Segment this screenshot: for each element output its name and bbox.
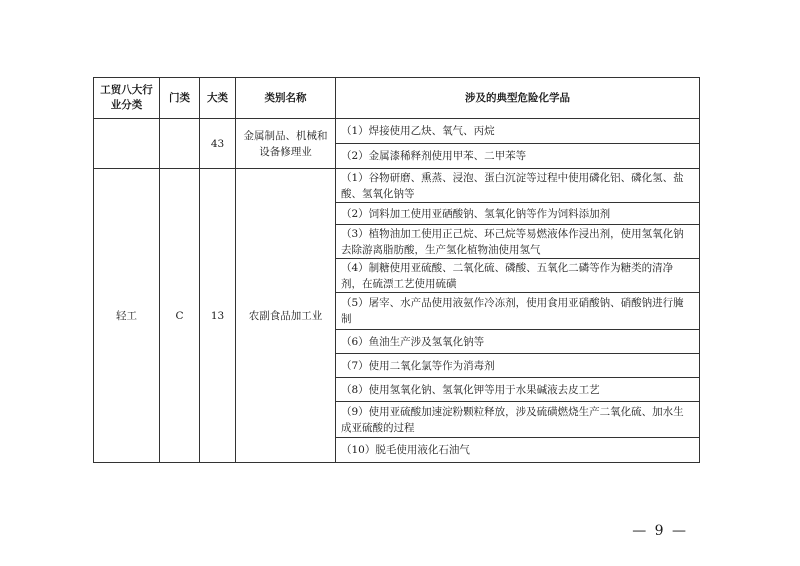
- chemical-item: （10）脱毛使用液化石油气: [336, 438, 700, 463]
- header-typical-chemicals: 涉及的典型危险化学品: [336, 78, 700, 119]
- category-name-cell: 金属制品、机械和设备修理业: [236, 119, 336, 169]
- chemical-item: （7）使用二氧化氯等作为消毒剂: [336, 354, 700, 378]
- chemical-item: （2）金属漆稀释剂使用甲苯、二甲苯等: [336, 144, 700, 169]
- door-category-cell: [160, 119, 200, 169]
- major-category-cell: 13: [200, 169, 236, 463]
- industry-category-cell: 轻工: [94, 169, 160, 463]
- chemical-item: （9）使用亚硫酸加速淀粉颗粒释放，涉及硫磺燃烧生产二氧化硫、加水生成亚硫酸的过程: [336, 402, 700, 438]
- header-industry-category: 工贸八大行业分类: [94, 78, 160, 119]
- table-row: [94, 169, 700, 203]
- major-category-cell: 43: [200, 119, 236, 169]
- table-row: [94, 119, 700, 144]
- page-number: — 9 —: [632, 523, 688, 539]
- hazardous-chemicals-table: [93, 77, 700, 463]
- chemical-item: （1）焊接使用乙炔、氧气、丙烷: [336, 119, 700, 144]
- door-category-cell: C: [160, 169, 200, 463]
- chemical-item: （6）鱼油生产涉及氢氧化钠等: [336, 330, 700, 354]
- chemical-item: （5）屠宰、水产品使用液氨作冷冻剂，使用食用亚硝酸钠、硝酸钠进行腌制: [336, 293, 700, 330]
- industry-category-cell: [94, 119, 160, 169]
- category-name-cell: 农副食品加工业: [236, 169, 336, 463]
- chemical-item: （1）谷物研磨、熏蒸、浸泡、蛋白沉淀等过程中使用磷化铝、磷化氢、盐酸、氢氧化钠等: [336, 169, 700, 203]
- header-door-category: 门类: [160, 78, 200, 119]
- header-category-name: 类别名称: [236, 78, 336, 119]
- header-major-category: 大类: [200, 78, 236, 119]
- chemical-item: （3）植物油加工使用正己烷、环己烷等易燃液体作浸出剂，使用氢氧化钠去除游离脂肪酸，生产氢化植物油使用氢气: [336, 225, 700, 259]
- chemical-item: （4）制糖使用亚硫酸、二氧化硫、磷酸、五氧化二磷等作为糖类的清净剂，在硫漂工艺使用硫磺: [336, 259, 700, 293]
- chemical-item: （8）使用氢氧化钠、氢氧化钾等用于水果碱液去皮工艺: [336, 378, 700, 402]
- header-row: [94, 78, 700, 119]
- chemical-item: （2）饲料加工使用亚硒酸钠、氢氧化钠等作为饲料添加剂: [336, 203, 700, 225]
